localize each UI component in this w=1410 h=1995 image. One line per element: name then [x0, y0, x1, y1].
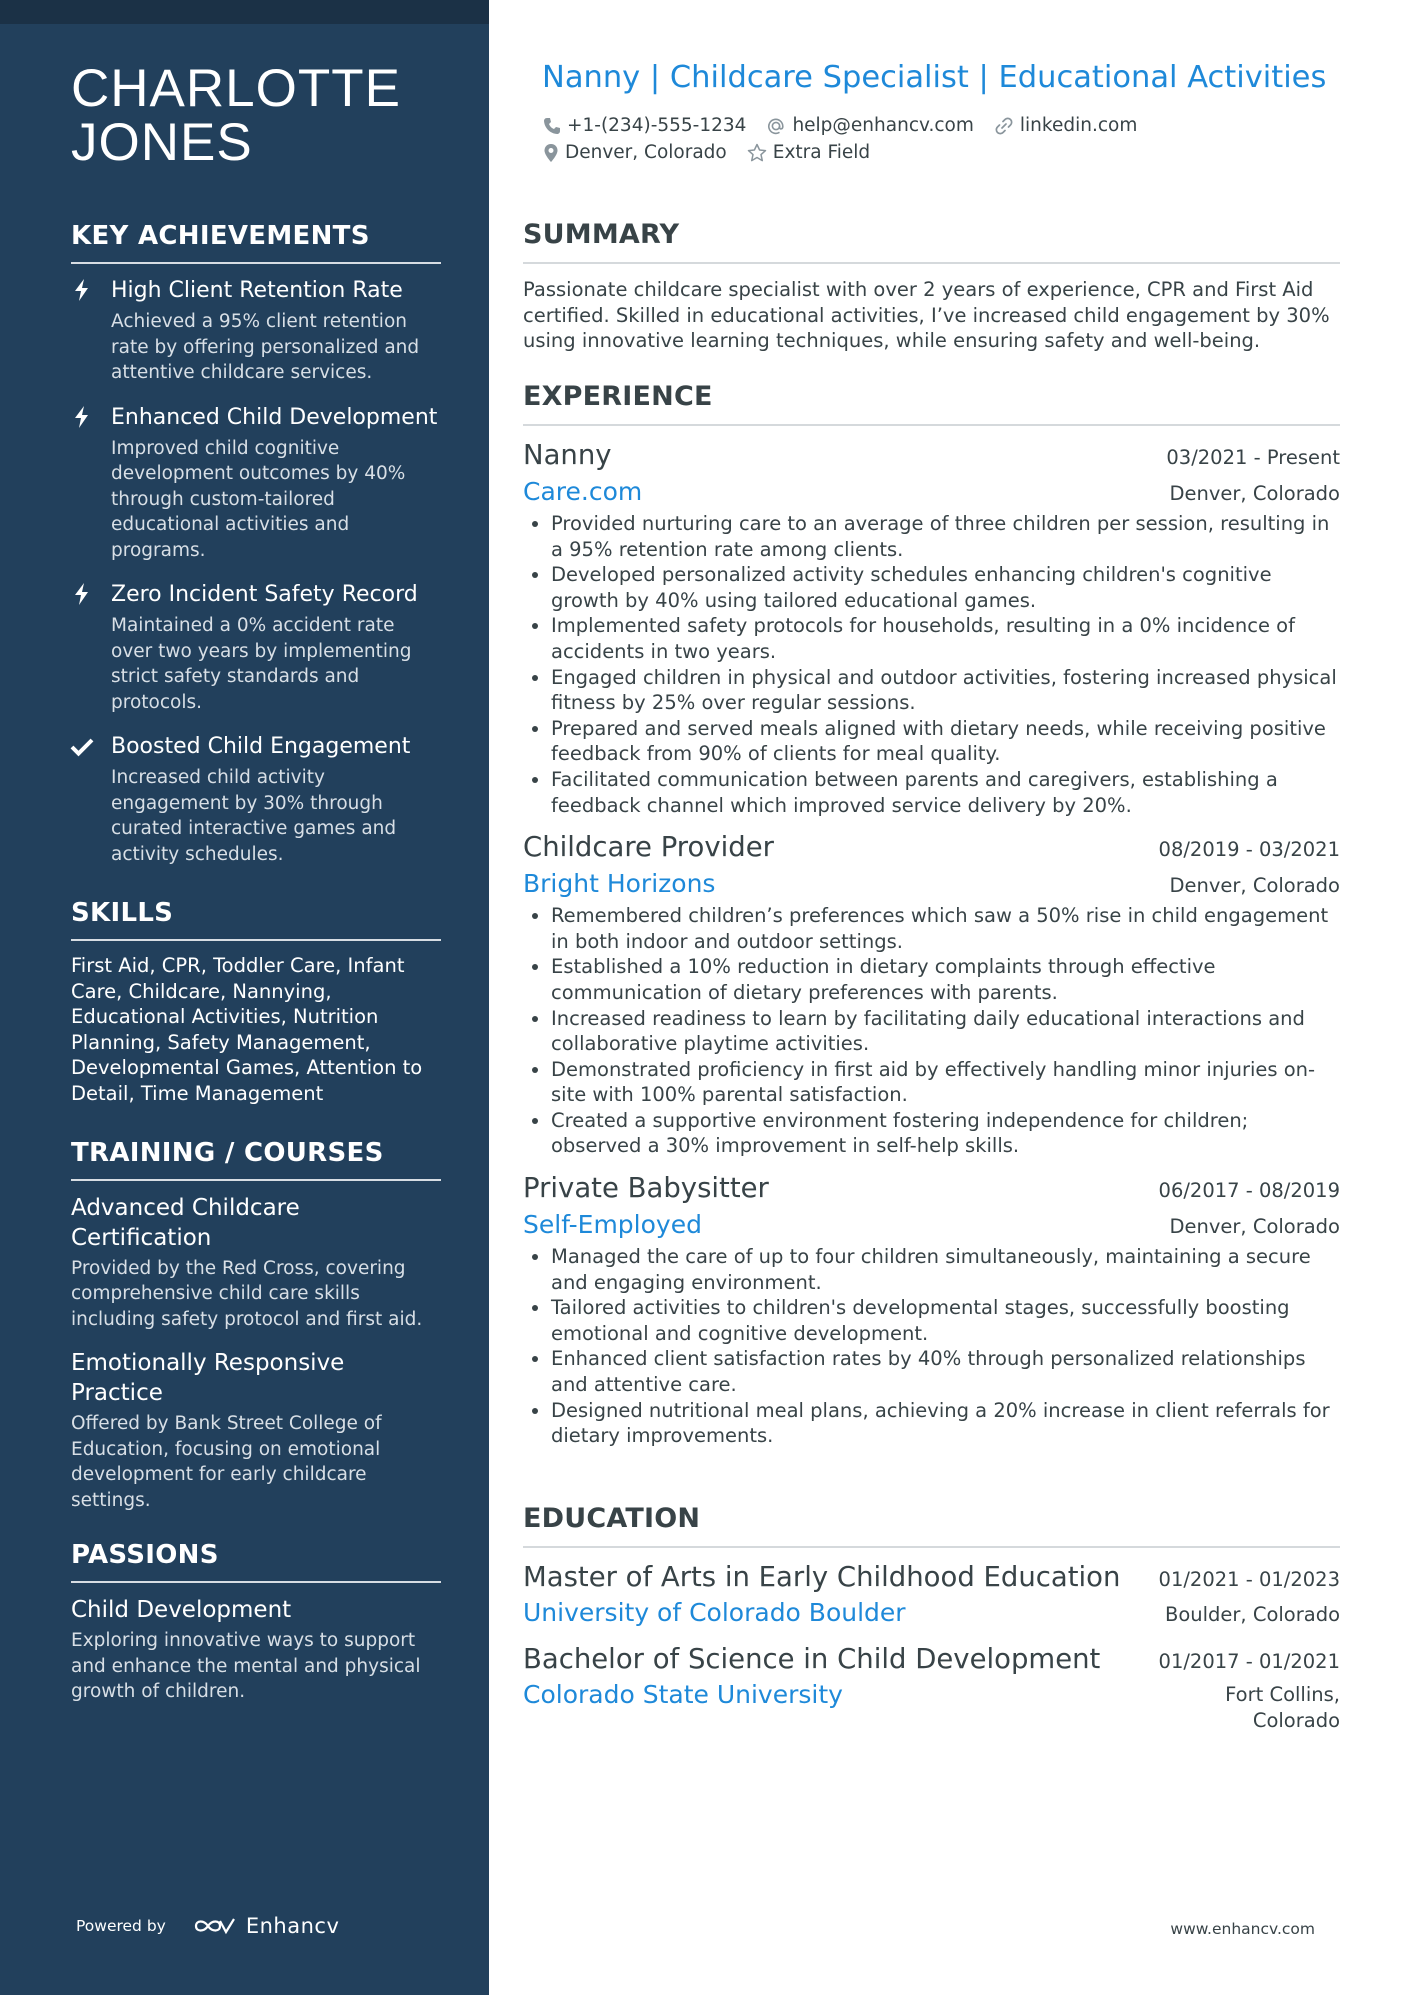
email-text: help@enhancv.com [792, 115, 974, 136]
link-icon [994, 116, 1014, 136]
achievement-title: Enhanced Child Development [111, 404, 438, 430]
location-pin-icon [543, 143, 559, 163]
education-school[interactable]: Colorado State University [523, 1680, 843, 1709]
job-bullets [523, 903, 1340, 1159]
contact-row [543, 139, 1323, 166]
job-entry [523, 436, 1340, 818]
bullet-item: Engaged children in physical and outdoor activities, fostering increased physical fitness by 25% over regular sessions. [523, 665, 1340, 716]
achievement-title: Zero Incident Safety Record [111, 582, 418, 607]
achievement-description: Achieved a 95% client retention rate by offering personalized and attentive childcare services. [111, 311, 420, 383]
enhancv-logo-icon [192, 1915, 238, 1937]
sidebar-top-bar [0, 0, 489, 24]
job-title: Private Babysitter [523, 1172, 769, 1205]
skills-section [71, 897, 441, 1107]
education-section [523, 1502, 1340, 1733]
course-item [71, 1348, 441, 1513]
bullet-item: Demonstrated proficiency in first aid by effectively handling minor injuries on-site with 100% parental satisfaction. [523, 1057, 1340, 1108]
course-item [71, 1193, 441, 1333]
location-text: Denver, Colorado [565, 142, 727, 163]
name-last: JONES [71, 113, 253, 172]
education-entry [523, 1558, 1340, 1630]
name-first: CHARLOTTE [71, 59, 401, 118]
key-achievements-heading: KEY ACHIEVEMENTS [71, 220, 441, 264]
job-dates: 03/2021 - Present [1166, 446, 1340, 469]
job-title: Childcare Provider [523, 831, 774, 864]
experience-section [523, 380, 1340, 1449]
bolt-icon [73, 406, 91, 428]
education-header [523, 1640, 1340, 1678]
job-company[interactable]: Self-Employed [523, 1210, 702, 1240]
passions-heading: PASSIONS [71, 1539, 441, 1583]
experience-heading: EXPERIENCE [523, 380, 1340, 426]
summary-heading: SUMMARY [523, 218, 1340, 264]
footer-website[interactable]: www.enhancv.com [1170, 1920, 1315, 1938]
passion-description: Exploring innovative ways to support and enhance the mental and physical growth of children. [71, 1630, 421, 1703]
job-subheader [523, 1207, 1340, 1243]
job-title: Nanny [523, 439, 612, 471]
contact-row [543, 112, 1323, 139]
phone-text: +1-(234)-555-1234 [567, 115, 747, 136]
training-heading: TRAINING / COURSES [71, 1137, 441, 1181]
bullet-item: Facilitated communication between parents and caregivers, establishing a feedback channel which improved service delivery by 20%. [523, 767, 1340, 818]
star-icon [747, 143, 767, 163]
education-dates: 01/2021 - 01/2023 [1158, 1568, 1340, 1591]
job-location: Denver, Colorado [1169, 874, 1340, 898]
job-entry [523, 828, 1340, 1159]
achievement-item [71, 276, 441, 386]
job-header [523, 828, 1340, 866]
check-icon [70, 736, 94, 758]
passion-item [71, 1595, 441, 1705]
contact-info [543, 112, 1323, 166]
education-subheader [523, 1678, 1340, 1733]
education-header [523, 1558, 1340, 1596]
education-degree: Master of Arts in Early Childhood Education [523, 1561, 1121, 1593]
achievement-description: Improved child cognitive development outcomes by 40% through custom-tailored educational activities and programs. [111, 437, 406, 561]
achievement-description: Maintained a 0% accident rate over two years by implementing strict safety standards and protocols. [111, 615, 412, 713]
education-dates: 01/2017 - 01/2021 [1158, 1650, 1340, 1673]
bullet-item: Prepared and served meals aligned with dietary needs, while receiving positive feedback from 90% of clients for meal quality. [523, 716, 1340, 767]
job-entry [523, 1169, 1340, 1449]
linkedin-text: linkedin.com [1019, 115, 1138, 136]
powered-by-text: Powered by [76, 1917, 166, 1935]
at-icon [766, 116, 786, 136]
summary-text: Passionate childcare specialist with over 2 years of experience, CPR and First Aid certified. Skilled in educational activities, I’ve increased child engagement by 30% using innovative learning techniques, while ensuring safety and well-being. [523, 278, 1330, 353]
bullet-item: Enhanced client satisfaction rates by 40% through personalized relationships and attentive care. [523, 1346, 1340, 1397]
contact-extra [747, 142, 870, 163]
achievement-description: Increased child activity engagement by 30% through curated interactive games and activity schedules. [111, 767, 397, 865]
enhancv-logo-text: Enhancv [245, 1914, 340, 1938]
enhancv-logo[interactable] [192, 1914, 340, 1938]
bullet-item: Implemented safety protocols for households, resulting in a 0% incidence of accidents in two years. [523, 613, 1340, 664]
education-degree: Bachelor of Science in Child Development [523, 1643, 1101, 1675]
achievement-title: Boosted Child Engagement [111, 734, 411, 759]
course-description: Provided by the Red Cross, covering comprehensive child care skills including safety protocol and first aid. [71, 1257, 423, 1330]
achievement-item [71, 403, 441, 564]
bullet-item: Provided nurturing care to an average of three children per session, resulting in a 95% retention rate among clients. [523, 511, 1340, 562]
bullet-item: Created a supportive environment fostering independence for children; observed a 30% improvement in self-help skills. [523, 1108, 1340, 1159]
bolt-icon [73, 583, 91, 605]
bullet-item: Managed the care of up to four children simultaneously, maintaining a secure and engaging environment. [523, 1244, 1340, 1295]
sidebar [0, 0, 489, 1995]
key-achievements-section [71, 220, 441, 867]
contact-location [543, 142, 727, 163]
job-company[interactable]: Care.com [523, 477, 643, 506]
skills-heading: SKILLS [71, 897, 441, 941]
bullet-item: Remembered children’s preferences which saw a 50% rise in child engagement in both indoor and outdoor settings. [523, 903, 1340, 954]
achievement-item [71, 580, 441, 715]
contact-phone[interactable] [543, 115, 746, 136]
job-company[interactable]: Bright Horizons [523, 869, 716, 899]
course-title: Advanced Childcare Certification [71, 1194, 300, 1251]
education-heading: EDUCATION [523, 1502, 1340, 1548]
bullet-item: Developed personalized activity schedules enhancing children's cognitive growth by 40% using tailored educational games. [523, 562, 1340, 613]
bullet-item: Designed nutritional meal plans, achieving a 20% increase in client referrals for dietary improvements. [523, 1398, 1340, 1449]
achievement-title: High Client Retention Rate [111, 278, 403, 303]
bullet-item: Established a 10% reduction in dietary complaints through effective communication of dietary preferences with parents. [523, 954, 1340, 1005]
course-title: Emotionally Responsive Practice [71, 1350, 345, 1407]
job-header [523, 436, 1340, 474]
contact-email[interactable] [766, 115, 973, 136]
course-description: Offered by Bank Street College of Education, focusing on emotional development for early childcare settings. [71, 1413, 382, 1511]
bullet-item: Tailored activities to children's developmental stages, successfully boosting emotional and cognitive development. [523, 1295, 1340, 1346]
skills-list: First Aid, CPR, Toddler Care, Infant Care, Childcare, Nannying, Educational Activities, Nutrition Planning, Safety Management, Developmental Games, Attention to Detail, Time Management [71, 954, 423, 1105]
job-header [523, 1169, 1340, 1207]
education-school[interactable]: University of Colorado Boulder [523, 1598, 906, 1627]
job-location: Denver, Colorado [1169, 482, 1340, 505]
bullet-item: Increased readiness to learn by facilitating daily educational interactions and collaborative playtime activities. [523, 1006, 1340, 1057]
achievement-item [71, 732, 441, 867]
job-bullets [523, 1244, 1340, 1449]
job-dates: 06/2017 - 08/2019 [1158, 1179, 1340, 1203]
job-location: Denver, Colorado [1169, 1215, 1340, 1239]
job-dates: 08/2019 - 03/2021 [1158, 838, 1340, 862]
education-location: Fort Collins, Colorado [1225, 1683, 1340, 1732]
headline: Nanny | Childcare Specialist | Educational Activities [542, 60, 1327, 95]
education-entry [523, 1640, 1340, 1733]
extra-field-text: Extra Field [772, 142, 871, 163]
training-section [71, 1137, 441, 1514]
powered-by [76, 1914, 339, 1938]
job-bullets [523, 511, 1340, 818]
main-content [523, 0, 1340, 1995]
sidebar-content [71, 59, 441, 1721]
contact-linkedin[interactable] [994, 115, 1137, 136]
candidate-name [71, 59, 441, 172]
bolt-icon [73, 279, 91, 301]
summary-section [523, 218, 1340, 354]
passion-title: Child Development [71, 1597, 292, 1624]
job-subheader [523, 866, 1340, 902]
phone-icon [543, 117, 561, 135]
education-location: Boulder, Colorado [1164, 1603, 1340, 1626]
passions-section [71, 1539, 441, 1705]
job-subheader [523, 474, 1340, 510]
education-subheader [523, 1596, 1340, 1630]
